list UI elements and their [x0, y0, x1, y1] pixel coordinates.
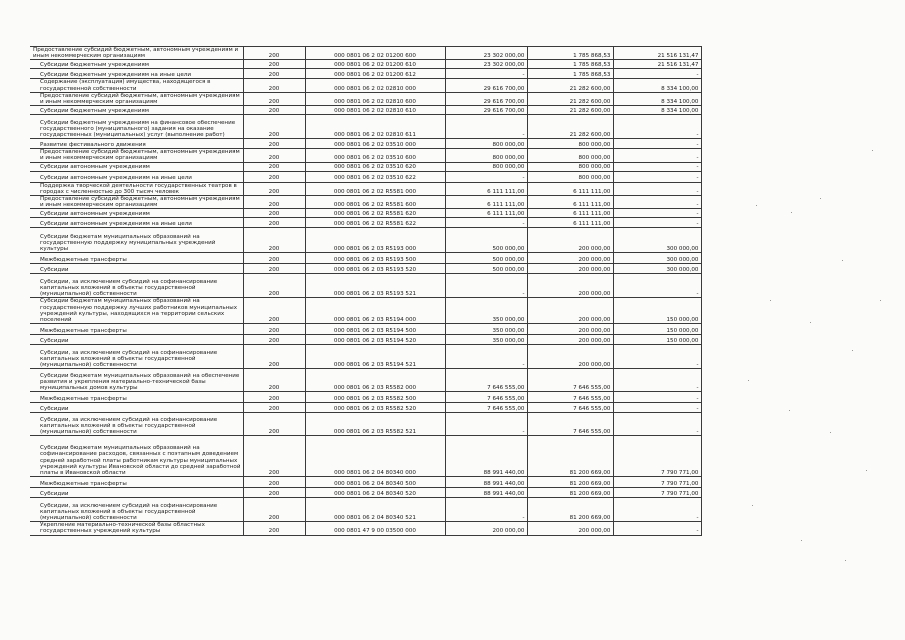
row-unexecuted-cell: 7 790 771,00 — [613, 436, 701, 477]
row-name-cell: Субсидии, за исключением субсидий на софинансирование капитальных вложений в объекты государственной (муниципальной) собственности — [30, 413, 243, 436]
scan-speck — [748, 380, 749, 381]
row-approved-cell: 800 000,00 — [445, 139, 527, 149]
row-unexecuted-cell: - — [613, 345, 701, 369]
row-approved-cell: 88 991 440,00 — [445, 488, 527, 498]
row-executed-cell: 200 000,00 — [527, 522, 613, 535]
row-approved-cell: 29 616 700,00 — [445, 106, 527, 115]
row-kbk-cell: 000 0801 47 9 00 03500 000 — [305, 522, 445, 535]
row-executed-cell: 200 000,00 — [527, 345, 613, 369]
row-kbk-cell: 000 0801 06 2 03 R5194 500 — [305, 324, 445, 335]
scan-speck — [789, 410, 790, 411]
row-executed-cell: 800 000,00 — [527, 149, 613, 162]
row-name-cell: Субсидии бюджетам муниципальных образований на государственную поддержку лучших работников муниципальных учреждений культуры, находящихся на территории сельских поселений — [30, 298, 243, 324]
row-kbk-cell: 000 0801 06 2 03 R5582 000 — [305, 369, 445, 392]
row-code-cell: 200 — [243, 149, 305, 162]
row-approved-cell: 29 616 700,00 — [445, 79, 527, 92]
row-executed-cell: 21 282 600,00 — [527, 92, 613, 105]
row-kbk-cell: 000 0801 06 2 03 R5194 520 — [305, 335, 445, 345]
row-kbk-cell: 000 0801 06 2 03 R5193 500 — [305, 253, 445, 264]
row-name-cell: Предоставление субсидий бюджетным, автономным учреждениям и иным некоммерческим организациям — [30, 47, 243, 60]
row-code-cell: 200 — [243, 264, 305, 274]
row-code-cell: 200 — [243, 162, 305, 171]
table-row — [30, 171, 701, 182]
row-name-cell: Субсидии бюджетным учреждениям — [30, 106, 243, 115]
row-unexecuted-cell: - — [613, 392, 701, 403]
row-executed-cell: 1 785 868,53 — [527, 60, 613, 69]
row-kbk-cell: 000 0801 06 2 02 02810 600 — [305, 92, 445, 105]
row-approved-cell: 500 000,00 — [445, 264, 527, 274]
row-approved-cell: 23 302 000,00 — [445, 47, 527, 60]
row-unexecuted-cell: 8 334 100,00 — [613, 92, 701, 105]
row-name-cell: Поддержка творческой деятельности государственных театров в городах с численностью до 300 тысяч человек — [30, 182, 243, 195]
row-executed-cell: 21 282 600,00 — [527, 79, 613, 92]
row-kbk-cell: 000 0801 06 2 02 02810 611 — [305, 115, 445, 139]
row-unexecuted-cell: - — [613, 498, 701, 522]
table-body — [30, 47, 701, 536]
table-row — [30, 298, 701, 324]
row-code-cell: 200 — [243, 345, 305, 369]
row-approved-cell: 350 000,00 — [445, 324, 527, 335]
scan-speck — [852, 350, 853, 351]
row-executed-cell: 200 000,00 — [527, 324, 613, 335]
row-approved-cell: 800 000,00 — [445, 162, 527, 171]
row-name-cell: Субсидии бюджетным учреждениям на иные цели — [30, 69, 243, 79]
row-unexecuted-cell: 21 516 131,47 — [613, 60, 701, 69]
row-executed-cell: 21 282 600,00 — [527, 115, 613, 139]
table-row — [30, 209, 701, 218]
row-name-cell: Субсидии, за исключением субсидий на софинансирование капитальных вложений в объекты государственной (муниципальной) собственности — [30, 274, 243, 298]
row-executed-cell: 200 000,00 — [527, 298, 613, 324]
row-code-cell: 200 — [243, 335, 305, 345]
row-approved-cell: 350 000,00 — [445, 335, 527, 345]
row-executed-cell: 200 000,00 — [527, 228, 613, 253]
scan-speck — [830, 432, 831, 433]
row-approved-cell: 7 646 555,00 — [445, 369, 527, 392]
table-row — [30, 403, 701, 413]
row-kbk-cell: 000 0801 06 2 04 80340 520 — [305, 488, 445, 498]
row-approved-cell: 500 000,00 — [445, 228, 527, 253]
row-unexecuted-cell: 300 000,00 — [613, 253, 701, 264]
row-approved-cell: - — [445, 115, 527, 139]
row-kbk-cell: 000 0801 06 2 03 R5193 520 — [305, 264, 445, 274]
row-approved-cell: 6 111 111,00 — [445, 182, 527, 195]
row-approved-cell: 88 991 440,00 — [445, 477, 527, 488]
table-row — [30, 218, 701, 228]
row-unexecuted-cell: 8 334 100,00 — [613, 106, 701, 115]
row-name-cell: Субсидии — [30, 335, 243, 345]
row-unexecuted-cell: - — [613, 115, 701, 139]
row-name-cell: Субсидии — [30, 488, 243, 498]
row-executed-cell: 200 000,00 — [527, 264, 613, 274]
table-row — [30, 392, 701, 403]
row-approved-cell: 23 302 000,00 — [445, 60, 527, 69]
row-name-cell: Субсидии автономным учреждениям — [30, 209, 243, 218]
scan-speck — [801, 540, 802, 541]
row-approved-cell: - — [445, 413, 527, 436]
row-approved-cell: 200 000,00 — [445, 522, 527, 535]
row-executed-cell: 200 000,00 — [527, 253, 613, 264]
row-kbk-cell: 000 0801 06 2 03 R5194 000 — [305, 298, 445, 324]
row-name-cell: Субсидии — [30, 264, 243, 274]
row-unexecuted-cell: 7 790 771,00 — [613, 477, 701, 488]
row-name-cell: Развитие фестивального движения — [30, 139, 243, 149]
row-unexecuted-cell: 150 000,00 — [613, 298, 701, 324]
row-executed-cell: 7 646 555,00 — [527, 413, 613, 436]
row-approved-cell: 29 616 700,00 — [445, 92, 527, 105]
row-kbk-cell: 000 0801 06 2 04 80340 500 — [305, 477, 445, 488]
row-code-cell: 200 — [243, 69, 305, 79]
row-executed-cell: 6 111 111,00 — [527, 182, 613, 195]
row-name-cell: Межбюджетные трансферты — [30, 253, 243, 264]
row-code-cell: 200 — [243, 488, 305, 498]
row-unexecuted-cell: 150 000,00 — [613, 324, 701, 335]
table-row — [30, 488, 701, 498]
table-row — [30, 369, 701, 392]
table-row — [30, 139, 701, 149]
row-kbk-cell: 000 0801 06 2 02 01200 610 — [305, 60, 445, 69]
row-approved-cell: 350 000,00 — [445, 298, 527, 324]
row-kbk-cell: 000 0801 06 2 02 R5581 600 — [305, 196, 445, 209]
row-name-cell: Субсидии автономным учреждениям на иные цели — [30, 218, 243, 228]
row-kbk-cell: 000 0801 06 2 02 03510 620 — [305, 162, 445, 171]
row-unexecuted-cell: - — [613, 162, 701, 171]
row-unexecuted-cell: 300 000,00 — [613, 264, 701, 274]
row-approved-cell: 6 111 111,00 — [445, 196, 527, 209]
row-code-cell: 200 — [243, 477, 305, 488]
row-unexecuted-cell: - — [613, 171, 701, 182]
scan-speck — [866, 470, 867, 471]
row-approved-cell: - — [445, 218, 527, 228]
row-unexecuted-cell: - — [613, 182, 701, 195]
table-row — [30, 324, 701, 335]
row-executed-cell: 81 200 669,00 — [527, 498, 613, 522]
row-code-cell: 200 — [243, 413, 305, 436]
row-name-cell: Межбюджетные трансферты — [30, 392, 243, 403]
scan-speck — [791, 212, 792, 213]
scan-speck — [872, 150, 873, 151]
row-name-cell: Субсидии, за исключением субсидий на софинансирование капитальных вложений в объекты государственной (муниципальной) собственности — [30, 498, 243, 522]
row-name-cell: Межбюджетные трансферты — [30, 477, 243, 488]
row-code-cell: 200 — [243, 182, 305, 195]
row-unexecuted-cell: 300 000,00 — [613, 228, 701, 253]
table-row — [30, 162, 701, 171]
row-code-cell: 200 — [243, 47, 305, 60]
row-code-cell: 200 — [243, 274, 305, 298]
row-approved-cell: - — [445, 274, 527, 298]
table-row — [30, 345, 701, 369]
row-unexecuted-cell: - — [613, 274, 701, 298]
table-row — [30, 498, 701, 522]
row-kbk-cell: 000 0801 06 2 02 R5581 622 — [305, 218, 445, 228]
table-row — [30, 264, 701, 274]
row-approved-cell: - — [445, 171, 527, 182]
row-code-cell: 200 — [243, 324, 305, 335]
row-kbk-cell: 000 0801 06 2 02 03510 622 — [305, 171, 445, 182]
scan-speck — [770, 300, 771, 301]
row-kbk-cell: 000 0801 06 2 02 02810 610 — [305, 106, 445, 115]
table-row — [30, 60, 701, 69]
row-code-cell: 200 — [243, 498, 305, 522]
row-unexecuted-cell: - — [613, 149, 701, 162]
row-unexecuted-cell: - — [613, 413, 701, 436]
row-executed-cell: 800 000,00 — [527, 162, 613, 171]
budget-execution-table — [30, 46, 702, 536]
row-unexecuted-cell: - — [613, 403, 701, 413]
scan-speck — [756, 205, 757, 206]
row-unexecuted-cell: 150 000,00 — [613, 335, 701, 345]
scan-speck — [820, 198, 821, 199]
row-approved-cell: 88 991 440,00 — [445, 436, 527, 477]
row-kbk-cell: 000 0801 06 2 02 01200 612 — [305, 69, 445, 79]
row-name-cell: Предоставление субсидий бюджетным, автономным учреждениям и иным некоммерческим организациям — [30, 196, 243, 209]
table-row — [30, 69, 701, 79]
row-approved-cell: 500 000,00 — [445, 253, 527, 264]
table-row — [30, 436, 701, 477]
row-kbk-cell: 000 0801 06 2 02 R5581 620 — [305, 209, 445, 218]
row-approved-cell: 800 000,00 — [445, 149, 527, 162]
row-kbk-cell: 000 0801 06 2 03 R5582 500 — [305, 392, 445, 403]
row-code-cell: 200 — [243, 369, 305, 392]
row-unexecuted-cell: - — [613, 522, 701, 535]
table-row — [30, 228, 701, 253]
row-approved-cell: - — [445, 345, 527, 369]
table-row — [30, 47, 701, 60]
row-code-cell: 200 — [243, 209, 305, 218]
row-code-cell: 200 — [243, 228, 305, 253]
row-code-cell: 200 — [243, 139, 305, 149]
row-unexecuted-cell: - — [613, 139, 701, 149]
table-row — [30, 115, 701, 139]
table-row — [30, 413, 701, 436]
row-approved-cell: - — [445, 69, 527, 79]
row-approved-cell: 7 646 555,00 — [445, 403, 527, 413]
table-row — [30, 274, 701, 298]
row-name-cell: Субсидии, за исключением субсидий на софинансирование капитальных вложений в объекты государственной (муниципальной) собственности — [30, 345, 243, 369]
row-name-cell: Субсидии бюджетам муниципальных образований на государственную поддержку муниципальных учреждений культуры — [30, 228, 243, 253]
row-kbk-cell: 000 0801 06 2 03 R5582 521 — [305, 413, 445, 436]
scan-speck — [752, 505, 753, 506]
row-code-cell: 200 — [243, 106, 305, 115]
table-row — [30, 253, 701, 264]
row-unexecuted-cell: 7 790 771,00 — [613, 488, 701, 498]
row-executed-cell: 200 000,00 — [527, 335, 613, 345]
row-executed-cell: 21 282 600,00 — [527, 106, 613, 115]
row-code-cell: 200 — [243, 115, 305, 139]
row-executed-cell: 1 785 868,53 — [527, 47, 613, 60]
row-code-cell: 200 — [243, 436, 305, 477]
row-kbk-cell: 000 0801 06 2 04 80340 000 — [305, 436, 445, 477]
table-row — [30, 196, 701, 209]
row-kbk-cell: 000 0801 06 2 02 03510 000 — [305, 139, 445, 149]
row-executed-cell: 800 000,00 — [527, 171, 613, 182]
table-row — [30, 79, 701, 92]
row-kbk-cell: 000 0801 06 2 02 R5581 000 — [305, 182, 445, 195]
row-unexecuted-cell: 21 516 131,47 — [613, 47, 701, 60]
row-executed-cell: 81 200 669,00 — [527, 477, 613, 488]
scan-speck — [810, 322, 811, 323]
row-code-cell: 200 — [243, 196, 305, 209]
row-code-cell: 200 — [243, 218, 305, 228]
row-code-cell: 200 — [243, 79, 305, 92]
table-row — [30, 522, 701, 535]
row-code-cell: 200 — [243, 171, 305, 182]
row-name-cell: Межбюджетные трансферты — [30, 324, 243, 335]
row-name-cell: Субсидии бюджетам муниципальных образований на обеспечение развития и укрепления материально-технической базы муниципальных домов культуры — [30, 369, 243, 392]
row-name-cell: Субсидии — [30, 403, 243, 413]
row-name-cell: Субсидии автономным учреждениям — [30, 162, 243, 171]
table-row — [30, 92, 701, 105]
scan-speck — [880, 300, 881, 301]
row-kbk-cell: 000 0801 06 2 02 02810 000 — [305, 79, 445, 92]
row-executed-cell: 800 000,00 — [527, 139, 613, 149]
scan-speck — [845, 560, 846, 561]
row-name-cell: Предоставление субсидий бюджетным, автономным учреждениям и иным некоммерческим организациям — [30, 92, 243, 105]
row-name-cell: Содержание (эксплуатация) имущества, находящегося в государственной собственности — [30, 79, 243, 92]
row-code-cell: 200 — [243, 60, 305, 69]
row-unexecuted-cell: - — [613, 218, 701, 228]
table-row — [30, 477, 701, 488]
row-code-cell: 200 — [243, 522, 305, 535]
row-kbk-cell: 000 0801 06 2 03 R5582 520 — [305, 403, 445, 413]
row-code-cell: 200 — [243, 392, 305, 403]
row-executed-cell: 200 000,00 — [527, 274, 613, 298]
row-kbk-cell: 000 0801 06 2 03 R5193 000 — [305, 228, 445, 253]
row-unexecuted-cell: - — [613, 69, 701, 79]
row-name-cell: Предоставление субсидий бюджетным, автономным учреждениям и иным некоммерческим организациям — [30, 149, 243, 162]
row-executed-cell: 6 111 111,00 — [527, 218, 613, 228]
row-executed-cell: 1 785 868,53 — [527, 69, 613, 79]
row-approved-cell: 7 646 555,00 — [445, 392, 527, 403]
row-executed-cell: 7 646 555,00 — [527, 369, 613, 392]
row-approved-cell: - — [445, 498, 527, 522]
row-code-cell: 200 — [243, 298, 305, 324]
row-executed-cell: 6 111 111,00 — [527, 209, 613, 218]
row-kbk-cell: 000 0801 06 2 03 R5194 521 — [305, 345, 445, 369]
row-kbk-cell: 000 0801 06 2 02 01200 600 — [305, 47, 445, 60]
row-name-cell: Субсидии автономным учреждениям на иные цели — [30, 171, 243, 182]
row-unexecuted-cell: 8 334 100,00 — [613, 79, 701, 92]
row-code-cell: 200 — [243, 403, 305, 413]
table-row — [30, 106, 701, 115]
row-executed-cell: 7 646 555,00 — [527, 403, 613, 413]
row-kbk-cell: 000 0801 06 2 03 R5193 521 — [305, 274, 445, 298]
row-kbk-cell: 000 0801 06 2 04 80340 521 — [305, 498, 445, 522]
row-executed-cell: 81 200 669,00 — [527, 488, 613, 498]
table-row — [30, 335, 701, 345]
row-name-cell: Субсидии бюджетам муниципальных образований на софинансирование расходов, связанных с поэтапным доведением средней заработной платы работникам культуры муниципальных учреждений культуры Ивановской области до средней заработной платы в Ивановской области — [30, 436, 243, 477]
row-unexecuted-cell: - — [613, 369, 701, 392]
row-unexecuted-cell: - — [613, 209, 701, 218]
row-code-cell: 200 — [243, 253, 305, 264]
row-code-cell: 200 — [243, 92, 305, 105]
row-approved-cell: 6 111 111,00 — [445, 209, 527, 218]
row-kbk-cell: 000 0801 06 2 02 03510 600 — [305, 149, 445, 162]
scan-speck — [842, 260, 843, 261]
row-executed-cell: 6 111 111,00 — [527, 196, 613, 209]
row-name-cell: Субсидии бюджетным учреждениям на финансовое обеспечение государственного (муниципального) задания на оказание государственных (муниципальных) услуг (выполнение работ) — [30, 115, 243, 139]
table-row — [30, 182, 701, 195]
row-executed-cell: 81 200 669,00 — [527, 436, 613, 477]
table-row — [30, 149, 701, 162]
row-name-cell: Субсидии бюджетным учреждениям — [30, 60, 243, 69]
row-unexecuted-cell: - — [613, 196, 701, 209]
row-name-cell: Укрепление материально-технической базы областных государственных учреждений культуры — [30, 522, 243, 535]
row-executed-cell: 7 646 555,00 — [527, 392, 613, 403]
